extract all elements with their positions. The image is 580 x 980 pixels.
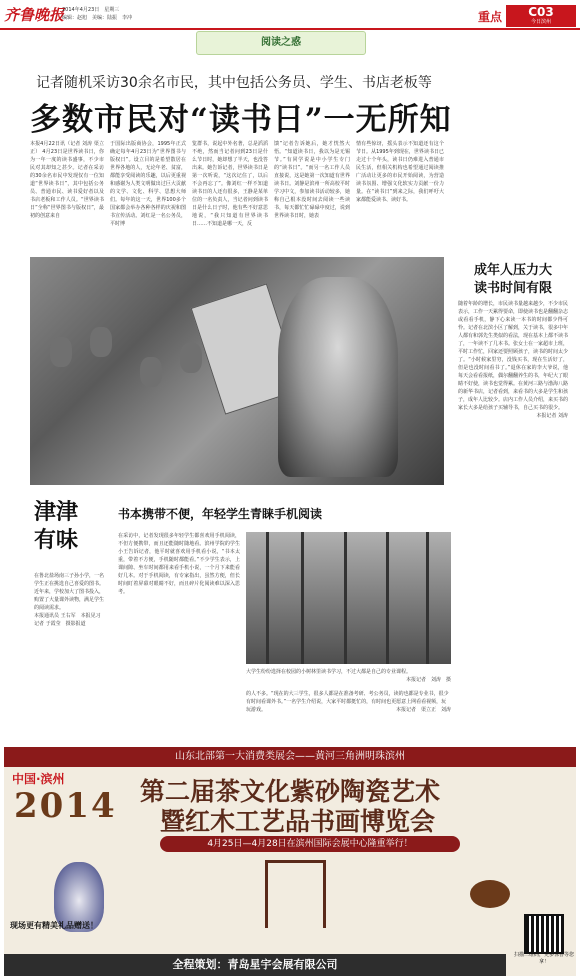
masthead-meta (62, 6, 132, 22)
young-story-title: 书本携带不便，年轻学生青睐手机阅读 (118, 507, 323, 521)
side-story-body (458, 300, 568, 705)
reading-girl (278, 277, 398, 477)
photo-story-text: 在鲁北盐场南三子孙小学，一名学生正在挑选自己喜爱的图书。近年来，学校加大了图书投入，购置了大量课外读物，满足学生的阅读需求。 (34, 573, 104, 611)
photo-story-title: 津津 有味 (34, 499, 79, 553)
main-column-2: 于国际出版商协会，1995年正式确定每年4月23日为“世界图书与版权日”。设立目的是希望散居在世界各地的人，无论年老、贫富，都能享受阅读的乐趣，以后更重视和感谢为人类文明做出过巨大贡献的文学、文化、科学、思想大师们。每年的这一天，世界100多个国家都会举办各种各样的庆祝和图书宣传活动。刘红是一名公务员，平时博 (110, 141, 186, 227)
background-child (90, 327, 112, 357)
ad-gift-callout: 现场更有精美礼品赠送！ (10, 921, 98, 930)
tree-trunk (426, 532, 429, 664)
young-story-text-2: 的人不多。“现在的大三学生，很多人都是在准备考研、考公务员，读的也都是专业书，很少有时间看课外书。”一名学生介绍说，大家平时都挺忙的，有时间也更愿意上网看看视频，玩玩游戏。 (246, 691, 449, 713)
topic-banner (196, 31, 366, 55)
ad-top-banner: 山东北部第一大消费类展会——黄河三角洲明珠滨州 (4, 747, 576, 767)
campus-photo-credit: 本报记者 刘涛 摄 (405, 677, 451, 683)
qr-code[interactable] (524, 914, 564, 954)
page-subtitle: 今日滨州 (530, 19, 551, 25)
tree-trunk (301, 532, 304, 664)
ad-date-ribbon: 4月25日—4月28日在滨州国际会展中心隆重举行！ (160, 836, 460, 852)
side-story-byline: 本报记者 刘涛 (536, 413, 568, 419)
tree-trunk (344, 532, 347, 664)
campus-photo-caption (246, 668, 451, 684)
editors-line: 编辑：赵旭 美编：陆振 李冲 (62, 15, 133, 21)
main-kicker: 记者随机采访30余名市民，其中包括公务员、学生、书店老板等 (36, 75, 432, 91)
main-column-3: 览群书，说起中外名著，总是滔滔不绝，然而当记者问到23日是什么节日时，她却想了半天，也没答出来。她告诉记者，世界读书日是第一次听说，“这次记住了，以后不会再忘了”。像刘红一样不知道读书日的人还有很多，王静是某单位的一名负责人，当记者问到读书日是什么日子时，他有些不好意思地说，“我只知道有世界读书日……不知道是哪一天，反 (192, 141, 268, 227)
ad-city: 中国·滨州 (12, 772, 65, 786)
photo-story-byline: 本报通讯员 王右军 本报见习记者 于霞莹 摄影报道 (34, 613, 101, 627)
young-story-text: 在采访中，记者发现很多年轻学生都喜欢用手机阅读，不但方便携带，而且还能随时随地看。滨州学院的学生小王告诉记者，他平时就喜欢用手机看小说，“书本太重，带着不方便，手机随时都能看。”不少学生表示，上课间隙、坐车时间都用来看手机小说，一个月下来能看好几本。对于手机阅读，有专家指出，虽然方便，但长时间盯着屏幕对眼睛不好，而且碎片化阅读难以深入思考。 (118, 533, 240, 595)
background-child (140, 357, 162, 387)
rosewood-chair-image (265, 860, 326, 928)
main-column-1: 本报4月22日讯（记者 刘涛 渠立正） 4月23日是世界读书日，你为一年一度的读书盛事，不少市民对其却知之甚少。记者在采访的30余名市民中发现仅有一位知道“世界读书日”，其中包括公务员、普通市民、读书爱好者以及书店老板和工作人员。“世界读书日”全称“世界图书与版权日”，最初的创意来自 (30, 141, 104, 219)
topic-banner-label: 阅读之惑 (261, 37, 301, 48)
main-column-5: 情有些惊讶，摇头表示不知道还有这个节日。从1995年到现在，世界读书日已走过十个年头，读书日仍难进入普通市民生活，但相关机构也希望通过阅读推广活动让更多的市民开始阅读，为营造读书氛围、增强文化软实力贡献一份力量。在“读书日”到来之际，我们呼吁大家都能爱读书、读好书。 (356, 141, 444, 203)
page-number: C03 (528, 5, 554, 19)
campus-photo (246, 532, 451, 664)
young-story-continued (246, 690, 451, 732)
campus-photo-caption-text: 大学生纷纷选择在校园的小树林里读书学习，不过大都是自己的专业课程。 (246, 669, 412, 675)
masthead-divider (0, 28, 580, 30)
qr-code-label: 扫描二维码，更多惊喜等您拿！ (513, 952, 574, 965)
photo-story-body (34, 572, 104, 692)
ad-footer: 全程策划：青岛星宇会展有限公司 (4, 954, 506, 976)
young-story-byline: 本报记者 渠立正 刘涛 (395, 707, 451, 713)
ad-year: 2014 (14, 786, 117, 826)
ad-title-line-2: 暨红木工艺品书画博览会 (160, 807, 436, 836)
section-label: 重点 (477, 10, 502, 24)
main-headline: 多数市民对“读书日”一无所知 (30, 102, 452, 138)
tree-trunk (386, 532, 389, 664)
background-child (50, 337, 72, 367)
ad-title-line-1: 第二届茶文化紫砂陶瓷艺术 (140, 777, 441, 806)
page-number-box (506, 5, 576, 27)
tree-trunk (266, 532, 269, 664)
side-story-text: 随着年龄的增长，市民读书量越来越少，不少市民表示，工作一天累得要命，即使读书也是翻翻杂志或看看手机，静下心来读一本书的时间都少得可怜。记者在北滨小区了解到，关于读书，很多中年人都有和郭先生类似的看法，现在基本上都不读书了，一年读不了几本书。张女士在一家超市上班，平时工作忙，回家还要照顾孩子，读书的时间太少了。“小时候家里穷，没钱买书，现在生活好了，但是也没时间看书了。”退休在家的李大爷说，他每天会看看报纸，偶尔翻翻养生的书，年纪大了眼睛不好使，读书也觉得累。在黄河三路与渤海八路的新华书店，记者看到，来看书的大多是学生和孩子，成年人比较少。店内工作人员介绍，来买书的家长大多是给孩子买辅导书，自己买书的很少。 (458, 301, 568, 411)
newspaper-logo: 齐鲁晚报 (4, 6, 65, 24)
background-child (180, 343, 202, 373)
side-story-title: 成年人压力大 读书时间有限 (473, 263, 552, 296)
teapot-image (470, 880, 510, 908)
date-line: 2014年4月23日 星期三 (62, 7, 120, 13)
main-column-4: 馈”记者告诉她后，她才恍然大悟。“知道读书日，我以为是无锡节。”有同学说是中小学生专门的“读书日”。“而另一名工作人员直接说，这是她第一次知道有世界读书日。刘静是滨州一所高校平时学习中文，参加读书活动较多，她称自己根本没时间去阅读一些读书，每天都忙忙碌碌中度过，说到世界读书日时，她表 (274, 141, 350, 219)
main-photo (30, 257, 444, 485)
